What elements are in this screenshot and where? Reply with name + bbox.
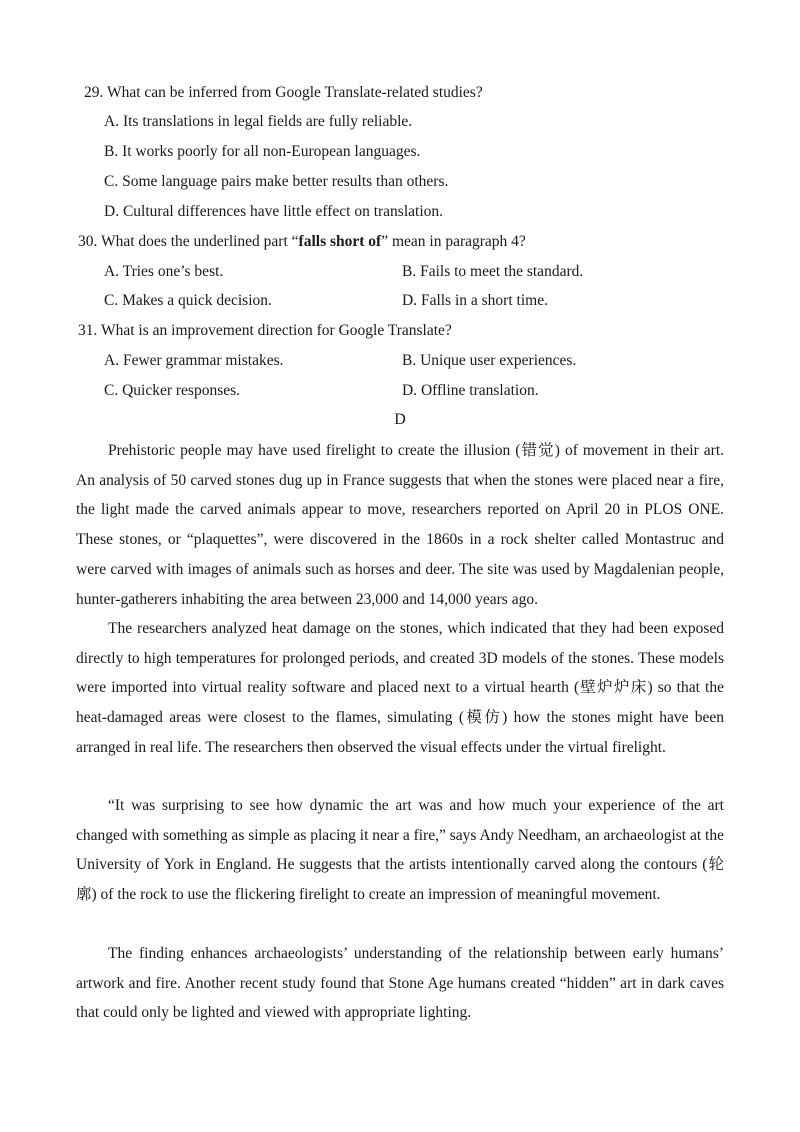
question-number: 30. <box>78 233 98 250</box>
question-29 <box>84 83 483 103</box>
question-number: 29. <box>84 84 104 101</box>
question-stem: What is an improvement direction for Google Translate? <box>100 322 452 339</box>
passage-paragraph-4: The finding enhances archaeologists’ understanding of the relationship between early humans’ artwork and fire. Another recent study found that Stone Age humans created “hidden” art in dark caves that could only be lighted and viewed with appropriate lighting. <box>76 945 724 1022</box>
option-30-c: C. Makes a quick decision. <box>104 292 272 309</box>
passage-paragraph-1: Prehistoric people may have used firelight to create the illusion (错觉) of movement in their art. An analysis of 50 carved stones dug up in France suggests that when the stones were placed near a fire, the light made the carved animals appear to move, researchers reported on April 20 in PLOS ONE. These stones, or “plaquettes”, were discovered in the 1860s in a rock shelter called Montastruc and were carved with images of animals such as horses and deer. The site was used by Magdalenian people, hunter-gatherers inhabiting the area between 23,000 and 14,000 years ago. <box>76 442 724 608</box>
option-29-a: A. Its translations in legal fields are fully reliable. <box>104 113 413 130</box>
option-31-d: D. Offline translation. <box>402 382 539 399</box>
option-31-c: C. Quicker responses. <box>104 382 241 399</box>
passage-paragraph-2: The researchers analyzed heat damage on the stones, which indicated that they had been exposed directly to high temperatures for prolonged periods, and created 3D models of the stones. These models were imported into virtual reality software and placed next to a virtual hearth (壁炉炉床) so that the heat-damaged areas were closest to the flames, simulating (模仿) how the stones might have been arranged in real life. The researchers then observed the visual effects under the virtual firelight. <box>76 620 724 756</box>
question-number: 31. <box>78 322 98 339</box>
option-31-b: B. Unique user experiences. <box>402 352 577 369</box>
option-30-b: B. Fails to meet the standard. <box>402 263 584 280</box>
question-stem-end: ” mean in paragraph 4? <box>381 233 526 250</box>
option-29-b: B. It works poorly for all non-European languages. <box>104 143 421 160</box>
question-31 <box>78 321 452 341</box>
question-stem-start: What does the underlined part “ <box>100 233 299 250</box>
question-stem: What can be inferred from Google Translate-related studies? <box>106 84 483 101</box>
question-30 <box>78 232 526 252</box>
question-stem-bold: falls short of <box>298 233 382 250</box>
passage-paragraph-3: “It was surprising to see how dynamic the art was and how much your experience of the art changed with something as simple as placing it near a fire,” says Andy Needham, an archaeologist at the University of York in England. He suggests that the artists intentionally carved along the contours (轮廓) of the rock to use the flickering firelight to create an impression of meaningful movement. <box>76 797 724 904</box>
option-31-a: A. Fewer grammar mistakes. <box>104 352 284 369</box>
option-30-d: D. Falls in a short time. <box>402 292 548 309</box>
section-heading: D <box>394 411 406 428</box>
option-30-a: A. Tries one’s best. <box>104 263 224 280</box>
option-29-c: C. Some language pairs make better results than others. <box>104 173 449 190</box>
option-29-d: D. Cultural differences have little effect on translation. <box>104 203 444 220</box>
